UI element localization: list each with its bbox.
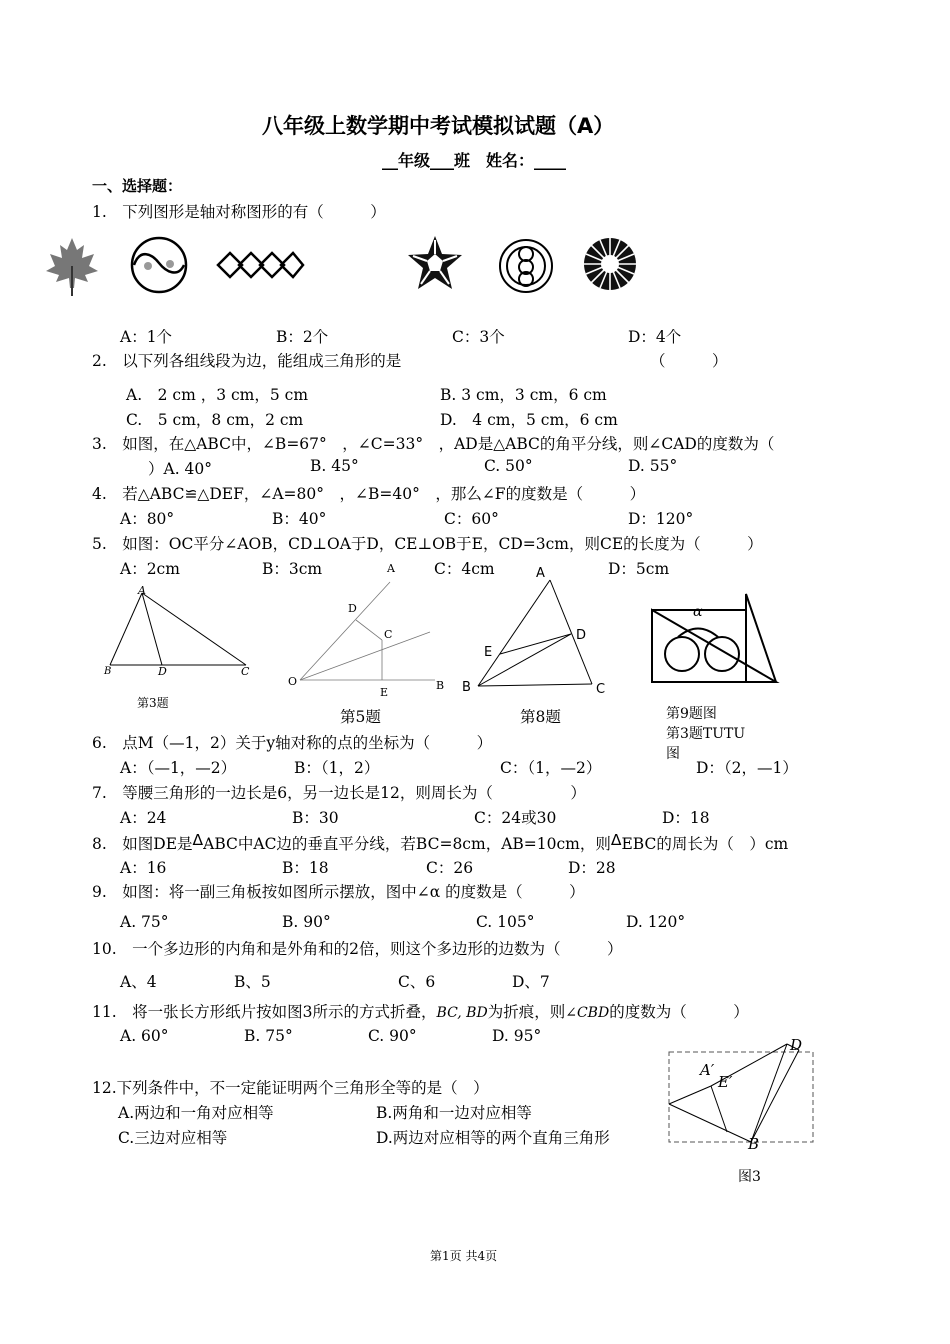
q2-option-a[interactable]: A. 2 cm ，3 cm，5 cm — [126, 386, 309, 404]
question-5-stem: 5. 如图：OC平分∠AOB，CD⊥OA于D，CE⊥OB于E，CD=3cm，则CE的长度为（ ） — [92, 535, 763, 553]
q10-option-b[interactable]: B、5 — [234, 973, 271, 991]
q6-option-a[interactable]: A：（—1，—2） — [120, 759, 237, 777]
fig9-caption-1: 第9题图 — [666, 706, 717, 722]
star-pentagon-icon — [405, 234, 465, 294]
q4-option-a[interactable]: A：80° — [120, 510, 175, 528]
fig11-caption: 图3 — [738, 1169, 761, 1185]
fig3-label-b: B — [104, 666, 112, 677]
q10-option-d[interactable]: D、7 — [512, 973, 550, 991]
q9-option-c[interactable]: C. 105° — [476, 913, 535, 931]
q11-math-2: ∠CBD — [565, 1005, 610, 1021]
page-title: 八年级上数学期中考试模拟试题（A） — [262, 114, 615, 138]
question-10-stem: 10. 一个多边形的内角和是外角和的2倍，则这个多边形的边数为（ ） — [92, 940, 623, 958]
q8-option-d[interactable]: D：28 — [568, 859, 616, 877]
q6-option-b[interactable]: B：（1，2） — [294, 759, 380, 777]
yin-yang-icon — [130, 236, 188, 294]
q8-stem-part-2: ABC中AC边的垂直平分线，若BC=8cm，AB=10cm，则 — [203, 835, 611, 853]
fig5-label-b: B — [436, 679, 445, 692]
nested-circles-icon — [498, 238, 554, 294]
q8-option-a[interactable]: A：16 — [120, 859, 167, 877]
fig5-label-d: D — [348, 602, 357, 615]
q5-option-b[interactable]: B：3cm — [262, 560, 323, 578]
question-2-stem: 2. 以下列各组线段为边，能组成三角形的是 — [92, 352, 402, 370]
question-3-stem: 3. 如图，在△ABC中，∠B=67° ，∠C=33° ，AD是△ABC的角平分线，则∠CAD的度数为（ — [92, 435, 775, 453]
q6-option-c[interactable]: C：（1，—2） — [500, 759, 602, 777]
fig8-label-e: E — [484, 645, 493, 660]
q9-option-d[interactable]: D. 120° — [626, 913, 686, 931]
fig5-label-c: C — [384, 628, 393, 641]
q1-option-c[interactable]: C：3个 — [452, 328, 505, 346]
q11-option-d[interactable]: D. 95° — [492, 1027, 542, 1045]
fig11-label-d: D — [790, 1036, 803, 1054]
fig5-label-a: A — [387, 562, 395, 575]
q11-stem-part-3: 的度数为（ ） — [609, 1003, 749, 1021]
q2-option-d[interactable]: D. 4 cm，5 cm，6 cm — [440, 411, 618, 429]
q5-option-d[interactable]: D：5cm — [608, 560, 670, 578]
question-6-stem: 6. 点M（—1，2）关于y轴对称的点的坐标为（ ） — [92, 734, 493, 752]
question-9-stem: 9. 如图：将一副三角板按如图所示摆放，图中∠α 的度数是（ ） — [92, 883, 585, 901]
q2-answer-paren: （ ） — [650, 352, 728, 370]
fig11-label-a-prime: A′ — [700, 1061, 715, 1079]
fig8-label-d: D — [576, 628, 587, 643]
q8-stem-part-3: EBC的周长为（ ）cm — [621, 835, 789, 853]
fig11-label-e-prime: E′ — [718, 1073, 733, 1091]
q8-stem-part-1: 8. 如图DE是 — [92, 835, 193, 853]
knot-pattern-icon — [215, 244, 305, 286]
q1-option-d[interactable]: D：4个 — [628, 328, 682, 346]
sunburst-icon — [582, 236, 638, 292]
fig9-alpha-label: α — [693, 604, 703, 620]
figure-q11-folded-paper — [665, 1040, 820, 1150]
q8-delta-1: Δ — [192, 831, 204, 849]
q2-option-b[interactable]: B. 3 cm，3 cm，6 cm — [440, 386, 607, 404]
question-7-stem: 7. 等腰三角形的一边长是6，另一边长是12，则周长为（ ） — [92, 784, 586, 802]
q8-delta-2: Δ — [610, 831, 622, 849]
q3-option-c[interactable]: C. 50° — [484, 457, 533, 475]
maple-leaf-icon — [44, 236, 100, 298]
q12-option-d[interactable]: D.两边对应相等的两个直角三角形 — [376, 1129, 610, 1147]
question-11-stem — [92, 1000, 749, 1022]
q11-option-b[interactable]: B. 75° — [244, 1027, 293, 1045]
fig9-caption-3: 图 — [666, 746, 680, 762]
q4-option-d[interactable]: D：120° — [628, 510, 694, 528]
fig3-label-d: D — [158, 665, 167, 678]
figure-q9-set-squares — [648, 590, 783, 690]
fig8-label-a: A — [536, 566, 545, 581]
q2-option-c[interactable]: C. 5 cm，8 cm，2 cm — [126, 411, 304, 429]
q9-option-a[interactable]: A. 75° — [120, 913, 169, 931]
q11-stem-part-2: 为折痕，则 — [487, 1003, 566, 1021]
fig5-label-e: E — [380, 686, 389, 699]
question-1-stem: 1. 下列图形是轴对称图形的有（ ） — [92, 203, 386, 221]
q1-option-a[interactable]: A：1个 — [120, 328, 173, 346]
fig9-caption-2: 第3题TUTU — [666, 726, 746, 742]
q11-option-a[interactable]: A. 60° — [120, 1027, 169, 1045]
class-name-line: __年级___班 姓名：____ — [382, 151, 567, 170]
q10-option-a[interactable]: A、4 — [120, 973, 157, 991]
q4-option-b[interactable]: B：40° — [272, 510, 327, 528]
figure-q5-angle-bisector — [290, 560, 450, 690]
q1-option-b[interactable]: B：2个 — [276, 328, 329, 346]
q3-option-a[interactable]: ）A. 40° — [148, 460, 213, 478]
q10-option-c[interactable]: C、6 — [398, 973, 436, 991]
q11-option-c[interactable]: C. 90° — [368, 1027, 417, 1045]
figure-q3-triangle — [100, 585, 260, 685]
q3-option-d[interactable]: D. 55° — [628, 457, 678, 475]
q8-option-c[interactable]: C：26 — [426, 859, 474, 877]
q9-option-b[interactable]: B. 90° — [282, 913, 331, 931]
q5-option-c[interactable]: C：4cm — [434, 560, 495, 578]
q11-stem-part-1: 11. 将一张长方形纸片按如图3所示的方式折叠， — [92, 1003, 437, 1021]
q4-option-c[interactable]: C：60° — [444, 510, 499, 528]
question-8-stem — [92, 832, 788, 854]
fig8-label-b: B — [462, 680, 471, 695]
fig5-label-o: O — [288, 675, 298, 688]
fig8-caption: 第8题 — [520, 708, 561, 726]
fig11-label-b: B — [748, 1135, 760, 1153]
q12-option-b[interactable]: B.两角和一边对应相等 — [376, 1104, 532, 1122]
q3-option-b[interactable]: B. 45° — [310, 457, 359, 475]
q8-option-b[interactable]: B：18 — [282, 859, 329, 877]
q12-option-a[interactable]: A.两边和一角对应相等 — [118, 1104, 274, 1122]
q12-option-c[interactable]: C.三边对应相等 — [118, 1129, 228, 1147]
q7-option-d[interactable]: D：18 — [662, 809, 710, 827]
page-footer: 第1页 共4页 — [430, 1249, 498, 1263]
fig3-label-c: C — [241, 665, 250, 678]
fig3-caption: 第3题 — [137, 696, 169, 710]
fig5-caption: 第5题 — [340, 708, 381, 726]
q7-option-a[interactable]: A：24 — [120, 809, 167, 827]
q6-option-d[interactable]: D：（2，—1） — [696, 759, 798, 777]
fig8-label-c: C — [596, 682, 606, 697]
q5-option-a[interactable]: A：2cm — [120, 560, 180, 578]
fig3-label-a: A — [138, 584, 146, 597]
question-12-stem: 12.下列条件中，不一定能证明两个三角形全等的是（ ） — [92, 1079, 489, 1097]
figure-q8-triangle — [470, 570, 610, 695]
q11-math-1: BC, BD — [436, 1005, 488, 1021]
q7-option-c[interactable]: C：24或30 — [474, 809, 557, 827]
section-heading: 一、选择题： — [92, 177, 183, 195]
q7-option-b[interactable]: B：30 — [292, 809, 339, 827]
question-4-stem: 4. 若△ABC≌△DEF，∠A=80° ，∠B=40° ，那么∠F的度数是（ ） — [92, 485, 646, 503]
